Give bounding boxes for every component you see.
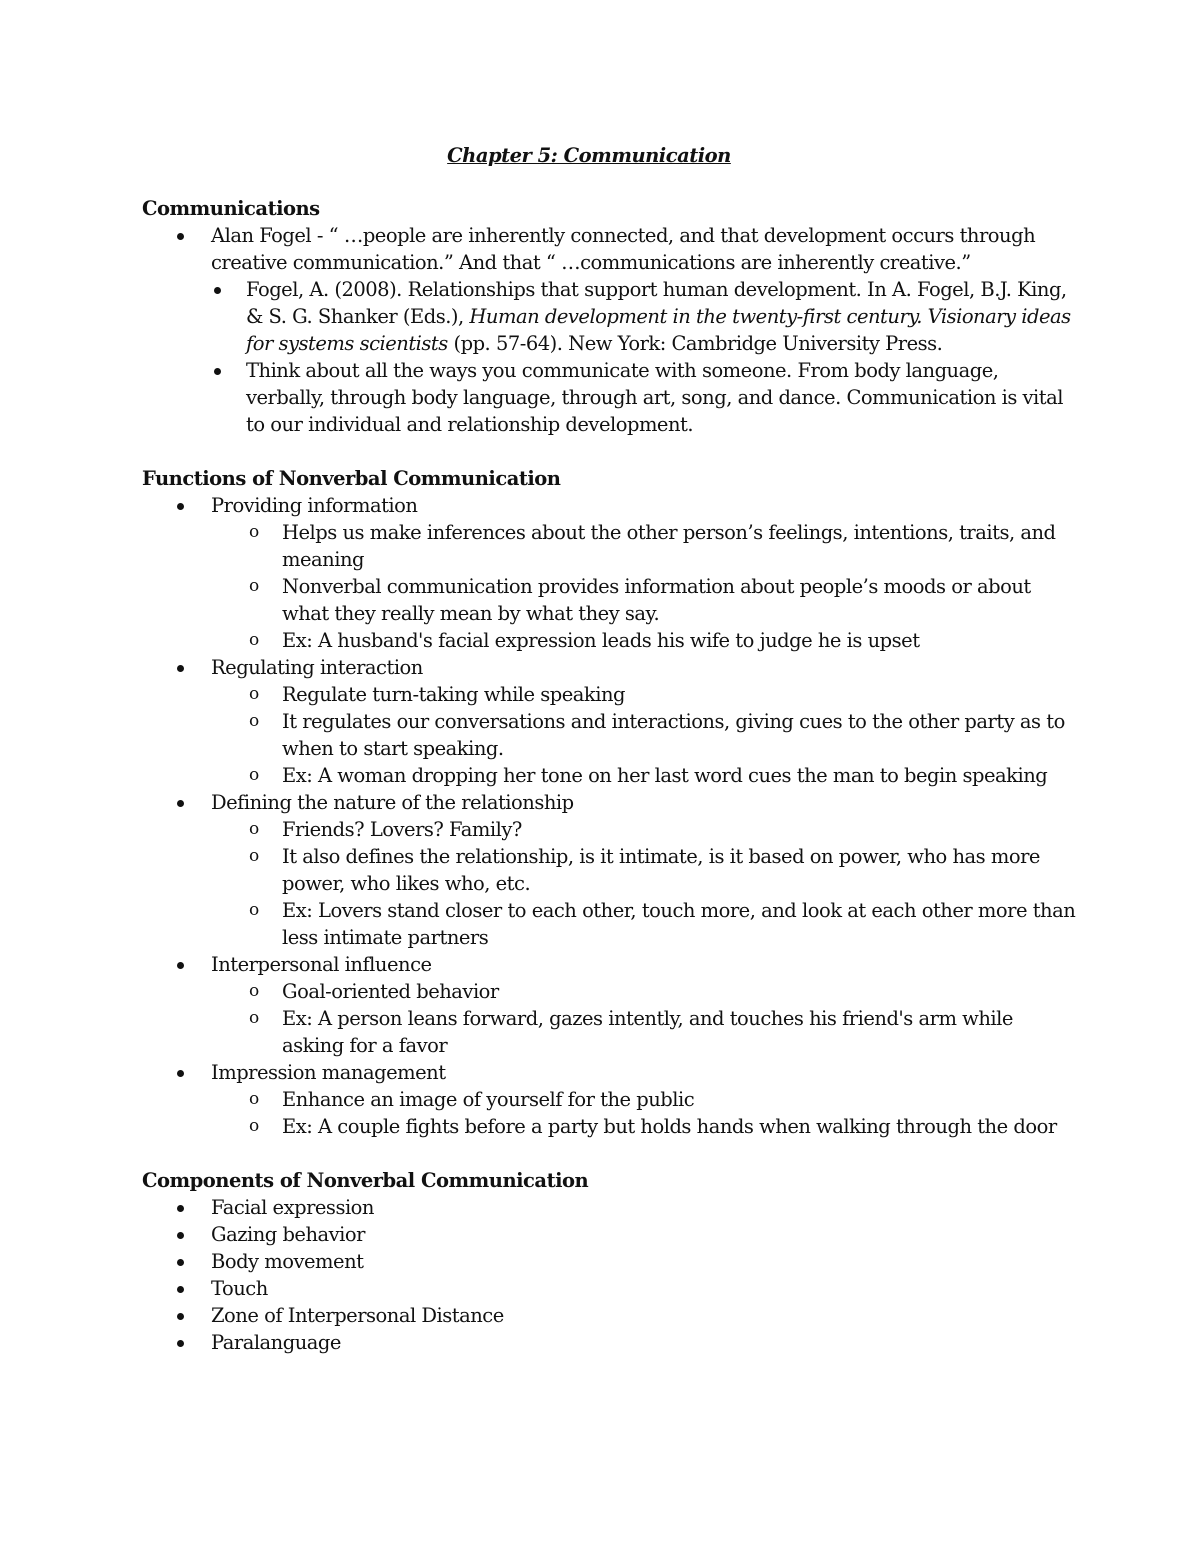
- page-title: Chapter 5: Communication: [447, 144, 731, 167]
- circle-bullet-icon: o: [249, 1089, 259, 1109]
- list-item: [142, 276, 1080, 357]
- list-item-text: Defining the nature of the relationship: [211, 791, 574, 814]
- list-item: [142, 1221, 1080, 1248]
- list-item: [142, 1302, 1080, 1329]
- bullet-icon: [177, 800, 184, 807]
- list-item-text: Facial expression: [211, 1196, 374, 1219]
- bullet-icon: [177, 503, 184, 510]
- sub-list-item: [142, 1005, 1080, 1059]
- section-components: [142, 1167, 1080, 1356]
- list-item: [142, 1329, 1080, 1356]
- list-item: [142, 222, 1080, 276]
- bullet-list: [142, 492, 1080, 1140]
- circle-bullet-icon: o: [249, 522, 259, 542]
- list-item: [142, 357, 1080, 438]
- list-item-text: Alan Fogel - “ …people are inherently connected, and that development occurs through creative communication.” And that “ …communications are inherently creative.”: [211, 224, 1036, 274]
- bullet-icon: [177, 1259, 184, 1266]
- section-communications: [142, 195, 1080, 438]
- circle-bullet-icon: o: [249, 630, 259, 650]
- circle-bullet-icon: o: [249, 846, 259, 866]
- bullet-icon: [177, 1340, 184, 1347]
- sub-list-item: [142, 681, 1080, 708]
- sub-list-item: [142, 1086, 1080, 1113]
- list-item-text: Think about all the ways you communicate with someone. From body language, verbally, through body language, through art, song, and dance. Communication is vital to our individual and relationship development.: [246, 359, 1063, 436]
- sub-list-item-text: Ex: Lovers stand closer to each other, touch more, and look at each other more than less intimate partners: [282, 899, 1076, 949]
- bullet-list: [142, 1194, 1080, 1356]
- sub-list-item-text: Enhance an image of yourself for the public: [282, 1088, 695, 1111]
- sub-list-item-text: Regulate turn-taking while speaking: [282, 683, 626, 706]
- bullet-icon: [214, 287, 221, 294]
- list-item-text: Regulating interaction: [211, 656, 423, 679]
- bullet-list: [142, 222, 1080, 438]
- list-item: [142, 951, 1080, 978]
- sub-list-item: [142, 978, 1080, 1005]
- section-functions: [142, 465, 1080, 1140]
- circle-bullet-icon: o: [249, 576, 259, 596]
- sub-list-item-text: Ex: A person leans forward, gazes intently, and touches his friend's arm while asking for a favor: [282, 1007, 1013, 1057]
- section-heading: Communications: [142, 197, 320, 220]
- sub-list-item: [142, 708, 1080, 762]
- list-item: [142, 1059, 1080, 1086]
- section-heading: Components of Nonverbal Communication: [142, 1169, 589, 1192]
- list-item-text: Body movement: [211, 1250, 364, 1273]
- sub-list-item-text: Ex: A woman dropping her tone on her last word cues the man to begin speaking: [282, 764, 1048, 787]
- bullet-icon: [177, 1205, 184, 1212]
- bullet-icon: [177, 665, 184, 672]
- bullet-icon: [177, 1232, 184, 1239]
- sub-list-item-text: Goal-oriented behavior: [282, 980, 499, 1003]
- list-item-text: Gazing behavior: [211, 1223, 365, 1246]
- sub-list-item-text: Ex: A husband's facial expression leads his wife to judge he is upset: [282, 629, 920, 652]
- sub-list-item-text: Friends? Lovers? Family?: [282, 818, 522, 841]
- sub-list-item: [142, 1113, 1080, 1140]
- sub-list-item: [142, 627, 1080, 654]
- bullet-icon: [177, 1313, 184, 1320]
- citation-book-title: Human development in the twenty-first century. Visionary ideas for systems scientists: [246, 305, 1071, 355]
- list-item: [142, 789, 1080, 816]
- sub-list-item: [142, 843, 1080, 897]
- sub-list-item-text: Ex: A couple fights before a party but holds hands when walking through the door: [282, 1115, 1057, 1138]
- circle-bullet-icon: o: [249, 819, 259, 839]
- sub-list-item-text: Helps us make inferences about the other person’s feelings, intentions, traits, and meaning: [282, 521, 1056, 571]
- list-item-text: Zone of Interpersonal Distance: [211, 1304, 504, 1327]
- circle-bullet-icon: o: [249, 981, 259, 1001]
- circle-bullet-icon: o: [249, 684, 259, 704]
- list-item-text: Impression management: [211, 1061, 446, 1084]
- section-heading: Functions of Nonverbal Communication: [142, 467, 561, 490]
- list-item-text: Providing information: [211, 494, 418, 517]
- sub-list-item-text: It also defines the relationship, is it intimate, is it based on power, who has more power, who likes who, etc.: [282, 845, 1040, 895]
- list-item: [142, 492, 1080, 519]
- list-item-text: Touch: [211, 1277, 268, 1300]
- list-item: [142, 1194, 1080, 1221]
- sub-list-item-text: Nonverbal communication provides information about people’s moods or about what they really mean by what they say.: [282, 575, 1031, 625]
- sub-list-item: [142, 573, 1080, 627]
- list-item-text: Interpersonal influence: [211, 953, 432, 976]
- list-item: [142, 1248, 1080, 1275]
- bullet-icon: [177, 233, 184, 240]
- sub-list-item-text: It regulates our conversations and interactions, giving cues to the other party as to when to start speaking.: [282, 710, 1065, 760]
- sub-list-item: [142, 519, 1080, 573]
- bullet-icon: [177, 1070, 184, 1077]
- sub-list-item: [142, 897, 1080, 951]
- bullet-icon: [177, 962, 184, 969]
- circle-bullet-icon: o: [249, 1116, 259, 1136]
- sub-list-item: [142, 816, 1080, 843]
- circle-bullet-icon: o: [249, 900, 259, 920]
- circle-bullet-icon: o: [249, 765, 259, 785]
- list-item: [142, 1275, 1080, 1302]
- list-item: [142, 654, 1080, 681]
- bullet-icon: [177, 1286, 184, 1293]
- citation-text: Fogel, A. (2008). Relationships that support human development. In A. Fogel, B.J. King, & S. G. Shanker (Eds.), Human development in the twenty-first century. Visionary ideas for systems scientists (pp. 57-64). New York: Cambridge University Press.: [246, 278, 1071, 355]
- sub-list-item: [142, 762, 1080, 789]
- circle-bullet-icon: o: [249, 711, 259, 731]
- list-item-text: Paralanguage: [211, 1331, 341, 1354]
- circle-bullet-icon: o: [249, 1008, 259, 1028]
- bullet-icon: [214, 368, 221, 375]
